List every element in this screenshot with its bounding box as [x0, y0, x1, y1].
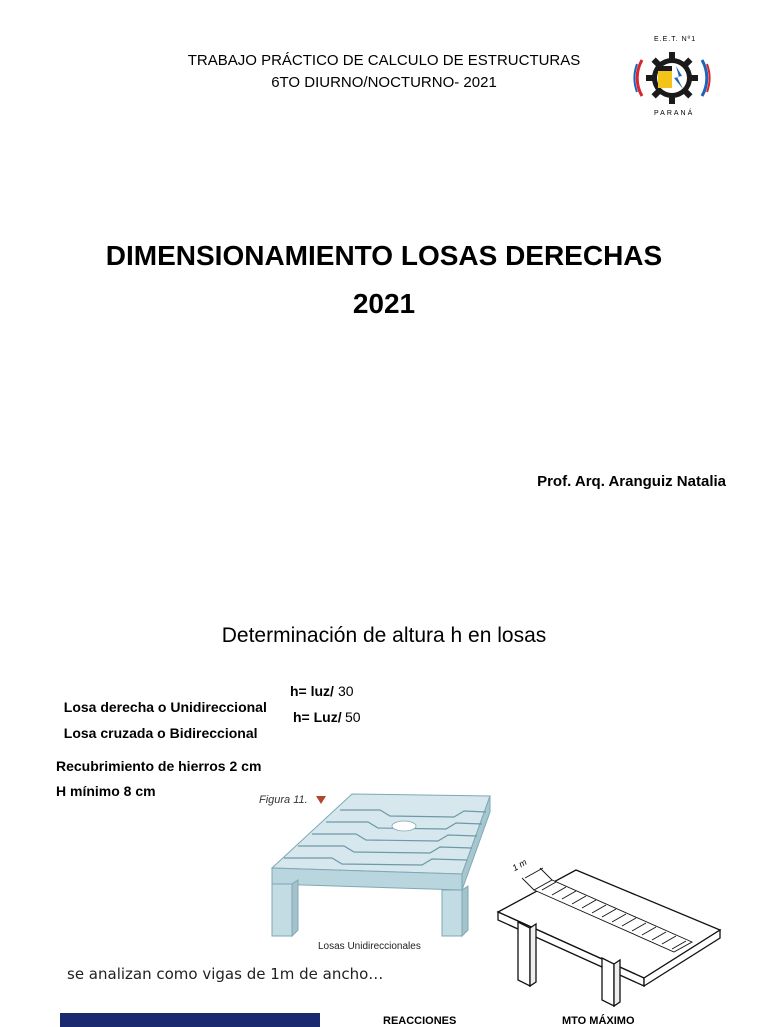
logo-top-text: E.E.T. Nº1 — [654, 36, 697, 43]
school-logo — [632, 38, 712, 118]
mto-maximo-label: MTO MÁXIMO — [562, 1015, 635, 1027]
slab-strip-diagram — [494, 850, 726, 1010]
author-name: Prof. Arq. Aranguiz Natalia — [537, 473, 726, 490]
section-subtitle: Determinación de altura h en losas — [221, 624, 547, 647]
recubrimiento-text: Recubrimiento de hierros 2 cm — [56, 758, 262, 774]
slab-unidirectional-illustration — [262, 788, 492, 938]
row-formula-value: 30 — [338, 683, 354, 699]
title-line-1: DIMENSIONAMIENTO LOSAS DERECHAS — [105, 240, 663, 271]
row-formula-value: 50 — [345, 709, 361, 725]
footer-bar — [60, 1013, 320, 1027]
row-label: Losa cruzada o Bidireccional — [63, 725, 258, 741]
reacciones-label: REACCIONES — [383, 1015, 457, 1027]
row-bidireccional — [56, 709, 361, 741]
analysis-note: se analizan como vigas de 1m de ancho… — [67, 965, 384, 983]
row-formula-prefix: h= Luz/ — [293, 709, 342, 725]
logo-bottom-text: PARANÁ — [654, 110, 695, 117]
header-line-2: 6TO DIURNO/NOCTURNO- 2021 — [271, 74, 497, 91]
figure-label: Losas Unidireccionales — [318, 941, 421, 952]
h-minimo-text: H mínimo 8 cm — [56, 783, 156, 799]
header-line-1: TRABAJO PRÁCTICO DE CALCULO DE ESTRUCTURAS — [187, 52, 581, 69]
row-formula-prefix: h= luz/ — [290, 683, 334, 699]
row-label: Losa derecha o Unidireccional — [63, 699, 267, 715]
figure-caption: Figura 11. — [259, 794, 308, 806]
title-line-2: 2021 — [352, 288, 416, 319]
dimension-label: 1 m — [510, 856, 529, 874]
